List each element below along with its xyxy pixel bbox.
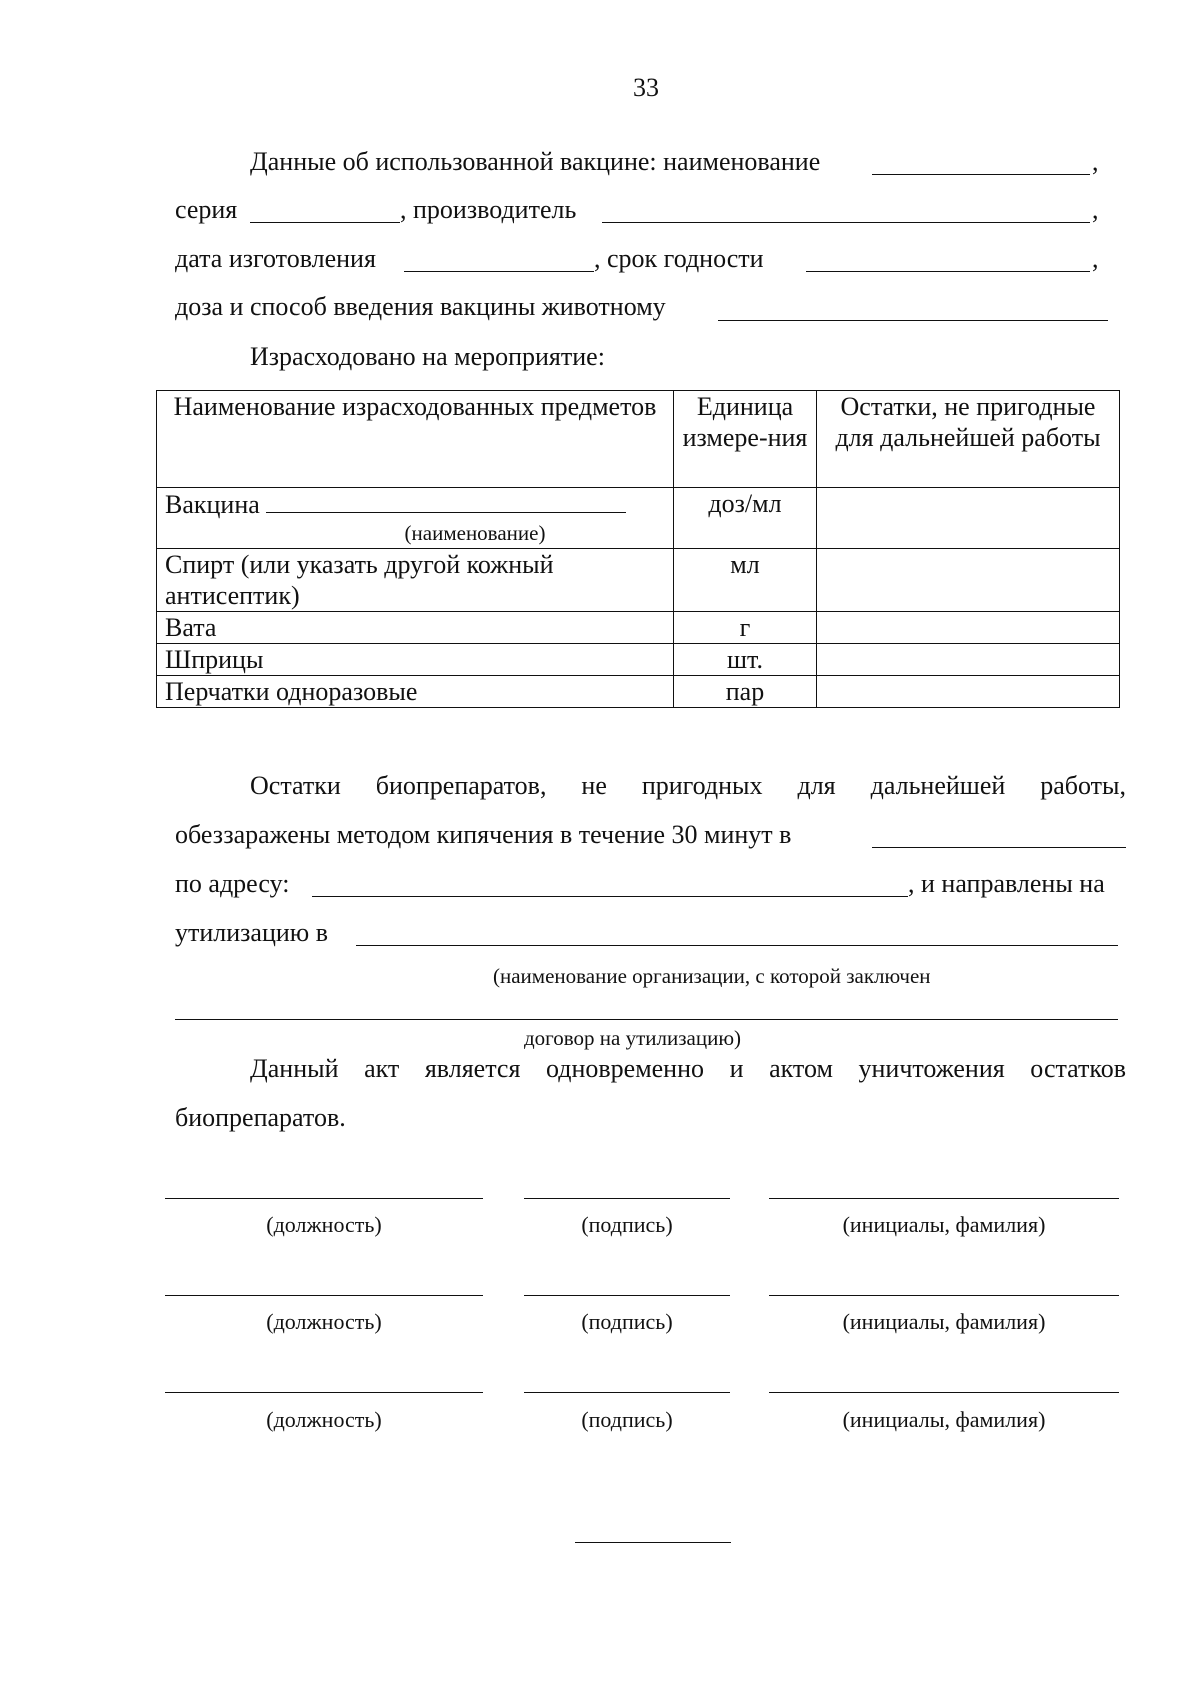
row-rest[interactable] <box>817 612 1120 644</box>
vaccine-name-field[interactable] <box>872 174 1090 175</box>
row-unit: г <box>674 612 817 644</box>
signature-caption: (подпись) <box>581 1212 673 1237</box>
header-unit: Единица измере-ния <box>674 391 817 488</box>
series-label: серия <box>175 195 238 224</box>
name-caption: (инициалы, фамилия) <box>842 1309 1046 1334</box>
row-name-cell <box>157 488 674 549</box>
row-unit: пар <box>674 676 817 708</box>
dose-field[interactable] <box>718 320 1108 321</box>
signature-caption: (подпись) <box>581 1407 673 1432</box>
name-caption: (инициалы, фамилия) <box>842 1407 1046 1432</box>
signature-field[interactable] <box>524 1392 730 1393</box>
row-name: Перчатки одноразовые <box>157 676 674 708</box>
name-caption: (инициалы, фамилия) <box>842 1212 1046 1237</box>
position-field[interactable] <box>165 1392 483 1393</box>
name-field[interactable] <box>769 1295 1119 1296</box>
utilization-field-2[interactable] <box>175 1019 1118 1020</box>
utilization-field[interactable] <box>356 945 1118 946</box>
address-field[interactable] <box>312 896 908 897</box>
comma: , <box>1092 195 1099 224</box>
sent-label: , и направлены на <box>908 869 1105 898</box>
act-statement-line-2: биопрепаратов. <box>175 1103 346 1132</box>
header-name: Наименование израсходованных предметов <box>157 391 674 488</box>
comma: , <box>1092 147 1099 176</box>
manufacturer-field[interactable] <box>602 222 1090 223</box>
spent-heading: Израсходовано на мероприятие: <box>250 342 605 371</box>
utilization-label: утилизацию в <box>175 918 329 947</box>
signature-field[interactable] <box>524 1295 730 1296</box>
header-rest: Остатки, не пригодные для дальнейшей работы <box>817 391 1120 488</box>
name-field[interactable] <box>769 1198 1119 1199</box>
table-row <box>157 612 1120 644</box>
row-unit: доз/мл <box>674 488 817 549</box>
row-unit: шт. <box>674 644 817 676</box>
series-field[interactable] <box>250 222 400 223</box>
disposal-line-2: обеззаражены методом кипячения в течение 30 минут в <box>175 820 792 849</box>
row-rest[interactable] <box>817 488 1120 549</box>
dose-label: доза и способ введения вакцины животному <box>175 292 666 321</box>
comma: , <box>1092 244 1099 273</box>
signature-field[interactable] <box>524 1198 730 1199</box>
table-row <box>157 549 1120 612</box>
utilization-caption-1: (наименование организации, с которой заключен <box>493 964 931 988</box>
row-rest[interactable] <box>817 676 1120 708</box>
row-name: Шприцы <box>157 644 674 676</box>
manufacture-date-field[interactable] <box>404 271 594 272</box>
row-rest[interactable] <box>817 644 1120 676</box>
table-header-row <box>157 391 1120 488</box>
expiry-field[interactable] <box>806 271 1090 272</box>
position-caption: (должность) <box>266 1407 382 1432</box>
row-name: Спирт (или указать другой кожный антисептик) <box>157 549 674 612</box>
row-sublabel: (наименование) <box>404 521 546 545</box>
position-field[interactable] <box>165 1198 483 1199</box>
vaccine-fill-line[interactable] <box>266 488 626 513</box>
disposal-line-1: Остатки биопрепаратов, не пригодных для дальнейшей работы, <box>250 771 1126 800</box>
table-row <box>157 676 1120 708</box>
utilization-caption-2: договор на утилизацию) <box>524 1026 742 1050</box>
vaccine-intro: Данные об использованной вакцине: наименование <box>250 147 821 176</box>
position-caption: (должность) <box>266 1309 382 1334</box>
row-rest[interactable] <box>817 549 1120 612</box>
row-unit: мл <box>674 549 817 612</box>
position-caption: (должность) <box>266 1212 382 1237</box>
position-field[interactable] <box>165 1295 483 1296</box>
expense-table <box>156 390 1120 708</box>
signature-caption: (подпись) <box>581 1309 673 1334</box>
table-row <box>157 644 1120 676</box>
act-statement-line-1: Данный акт является одновременно и актом уничтожения остатков <box>250 1054 1126 1083</box>
boiling-place-field[interactable] <box>872 847 1126 848</box>
manufacture-date-label: дата изготовления <box>175 244 376 273</box>
end-separator <box>575 1542 731 1543</box>
page-number: 33 <box>633 73 659 102</box>
expiry-label: , срок годности <box>594 244 764 273</box>
name-field[interactable] <box>769 1392 1119 1393</box>
address-label: по адресу: <box>175 869 290 898</box>
row-name: Вакцина <box>165 490 260 519</box>
table-row <box>157 488 1120 549</box>
manufacturer-label: , производитель <box>400 195 577 224</box>
row-name: Вата <box>157 612 674 644</box>
